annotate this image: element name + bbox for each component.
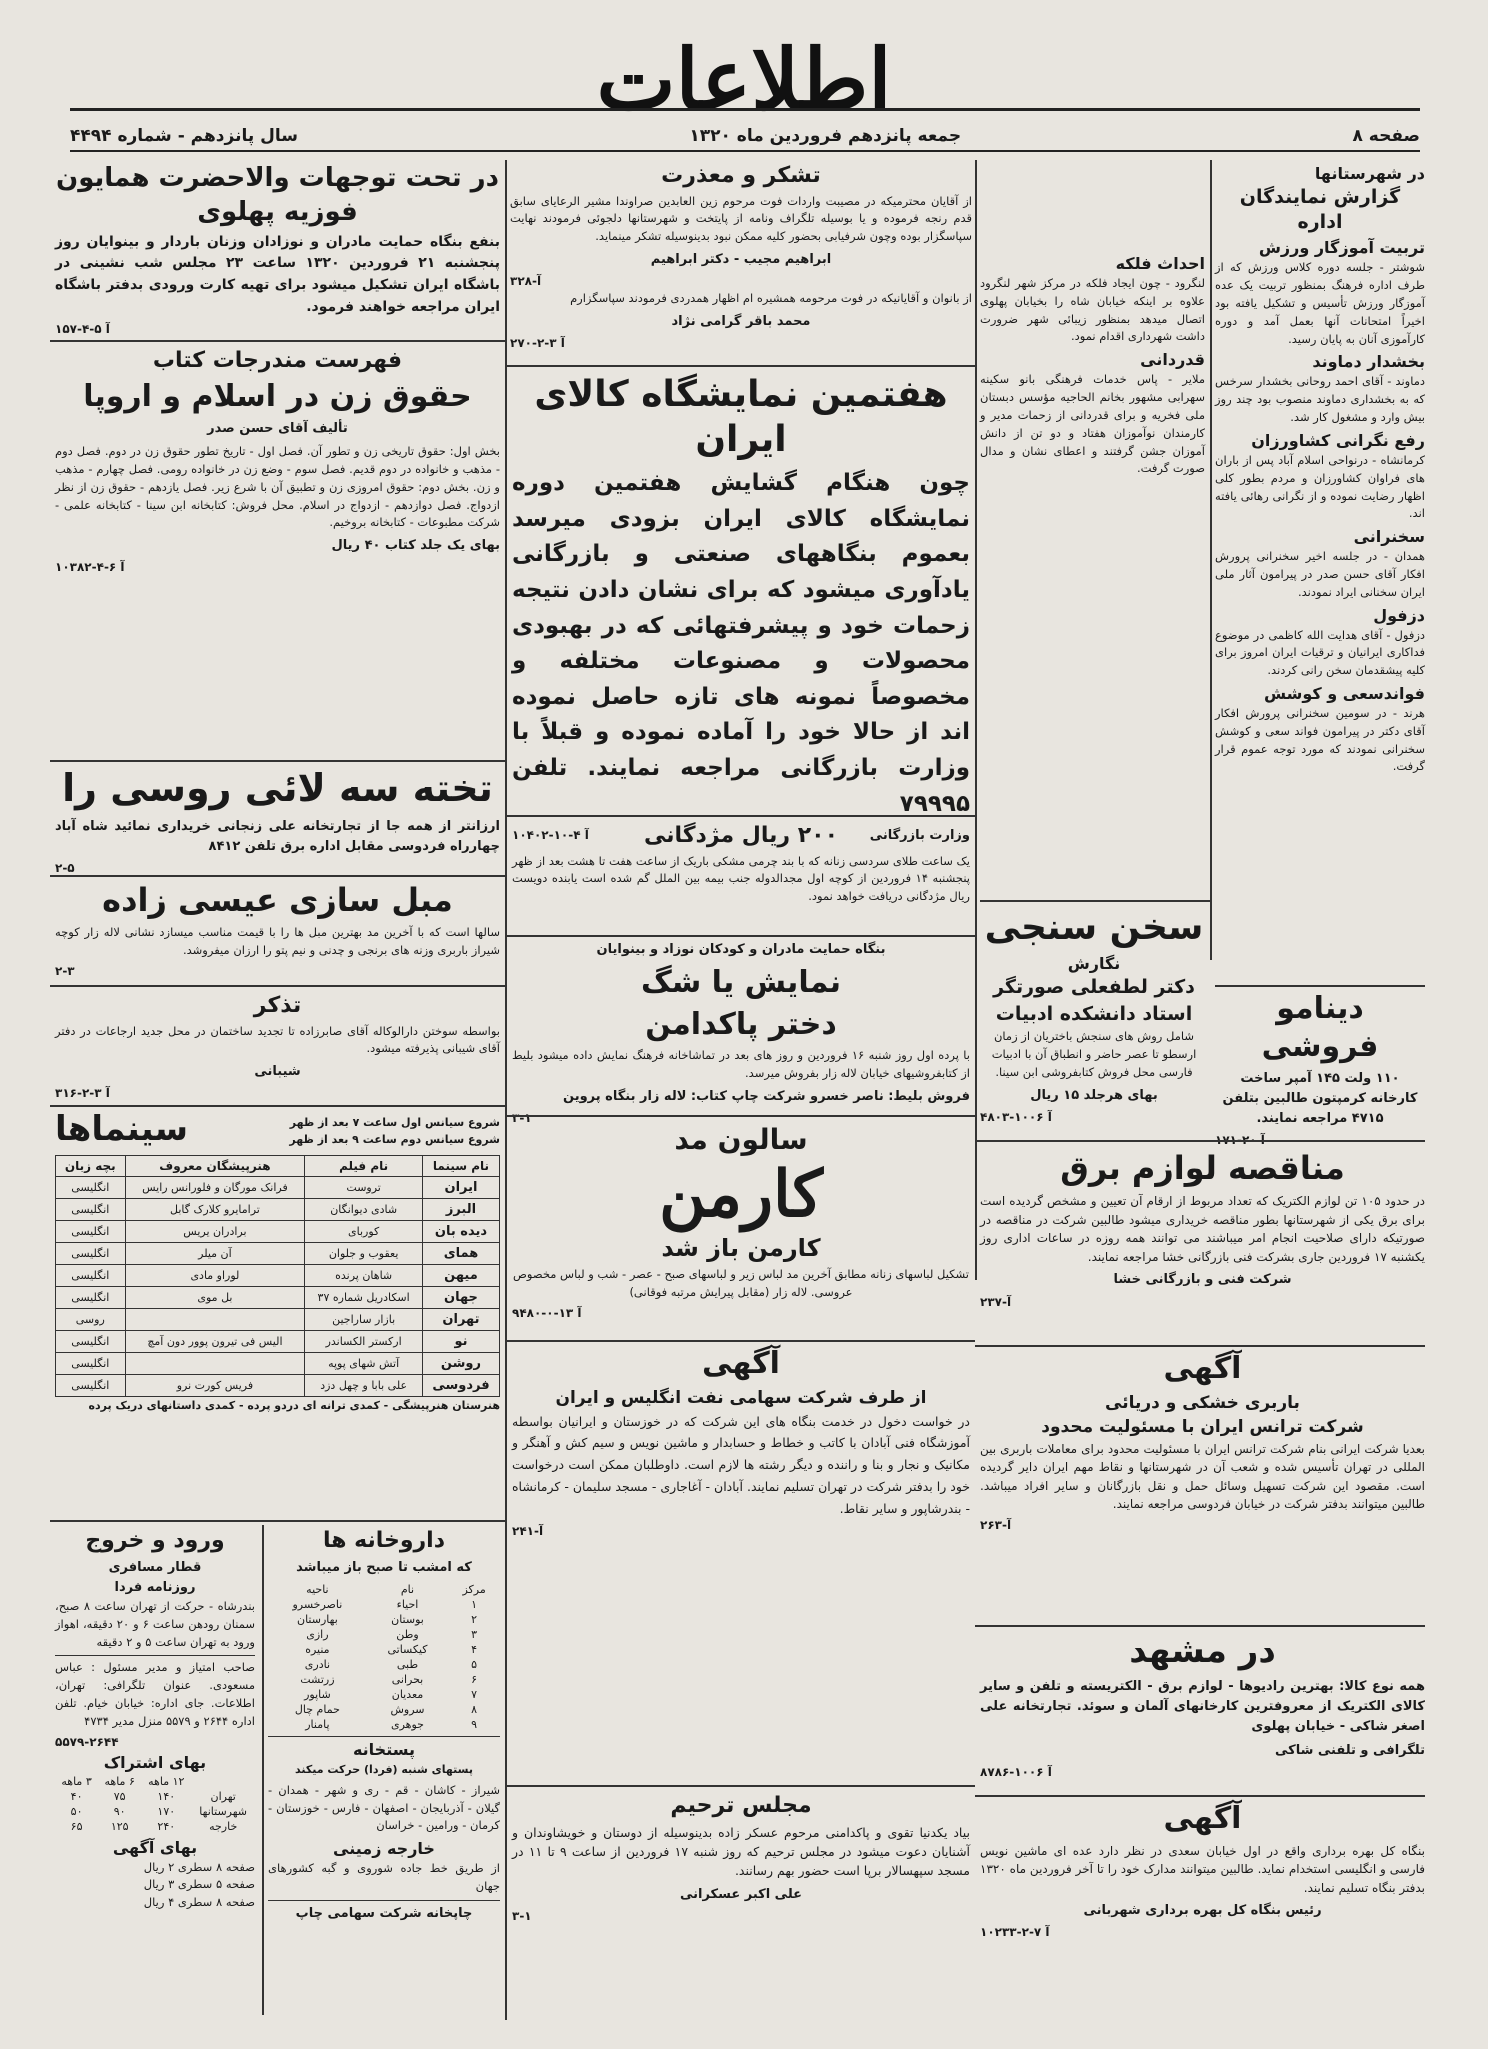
ad-body: در خواست دخول در خدمت بنگاه های این شرکت که در خوزستان و ایرانیان بواسطه آموزشگاه فنی آبادان با کاتب و خطاط و حسابدار و ماشین نویس و سیم کش و آهنگر و مکانیک و نجار و بنا و راننده و دیگر رشته ها لازم است. داوطلبان ممکن است درخواست خود را بدفتر شرکت در تهران تسلیم نمایند. آبادان - آغاجاری - مسجد سلیمان - کرمانشاه - بندرشاپور و سایر نقاط. [512,1413,970,1517]
cinema-note: هنرستان هنرپیشگی - کمدی ترانه ای دردو پرده - کمدی داستانهای دریک پرده [88,1398,500,1412]
notice-body: یک ساعت طلای سردسی زنانه که با بند چرمی مشکی باریک از ساعت هفت تا هشت بعد از ظهر پنجشنبه ۱۴ فروردین از کوچه اول مجدالدوله جنب بیمه بین الملل گم شده است یابنده دویست ریال مژدگانی دریافت خواهد نمود. [512,853,970,904]
item-head: احداث فلکه [1115,254,1205,273]
table-cell: ترامایرو کلارک گابل [125,1198,305,1220]
ad-body: ۱۱۰ ولت ۱۴۵ آمپر ساخت کارخانه کرمپتون طالبین بتلفن ۴۷۱۵ مراجعه نمایند. [1222,1071,1418,1127]
book-author: تألیف آقای حسن صدر [207,421,348,437]
ad-code: ۲۶۳-آ [980,1518,1012,1533]
ad-code: ۸۷۸۶-آ ۱۰۰۶ [980,1765,1052,1780]
table-cell: انگلیسی [56,1330,126,1352]
column-header: مرکز [462,1582,486,1596]
divider [505,1785,975,1787]
table-row [56,1374,500,1396]
table-cell: میهن [422,1264,499,1286]
travel-subtitle: قطار مسافری [108,1559,202,1575]
ad-price: بهای یک جلد کتاب ۴۰ ریال [331,538,500,554]
column-header: نام سینما [422,1155,499,1176]
ad-code: ۲-۵ [55,860,75,875]
item-head: فواندسعی و کوشش [1264,684,1425,703]
table-row [268,1687,500,1702]
table-cell: بل موی [125,1286,305,1308]
table-cell: علی بابا و چهل دزد [305,1374,423,1396]
item-head: دزفول [1373,605,1425,625]
table-cell: ۳ [471,1627,478,1641]
anglo-iranian-ad [512,1345,970,1765]
table-cell: دیده بان [422,1220,499,1242]
table-cell: همای [422,1242,499,1264]
item-body: همدان - در جلسه اخیر سخنرانی پرورش افکار آقای حسن صدر در پیرامون آثار ملی ایران سخنانی ایراد نمودند. [1215,549,1425,599]
ad-header: سالون مد [674,1123,808,1156]
ad-header: بنگاه حمایت مادران و کودکان نوزاد و بینوایان [596,942,886,957]
ad-signature: شرکت فنی و بازرگانی خشا [1113,1272,1292,1288]
pharmacy-table-body [268,1597,500,1732]
item-head: رفع نگرانی کشاورزان [1251,430,1425,450]
table-cell: رازی [306,1627,329,1641]
table-cell: انگلیسی [56,1374,126,1396]
ad-rate: صفحه ۸ سطری ۴ ریال [143,1895,255,1910]
ad-title: فهرست مندرجات کتاب [152,348,403,373]
table-cell [125,1352,305,1374]
divider [505,365,975,367]
ad-code: ۴۸۰۳-آ ۱۰۰۶ [980,1109,1052,1124]
table-header-row [55,1774,255,1789]
ad-code: ۲-۳ [55,963,75,978]
table-cell: سروش [390,1702,425,1716]
table-cell: یعقوب و جلوان [305,1242,423,1264]
ad-code: ۱۰۲۳۳-آ ۷-۲ [980,1925,1050,1940]
ad-title: کارمن [659,1157,823,1233]
reminder-notice [55,990,500,1100]
gala-notice [55,160,500,335]
table-cell: احیاء [396,1597,419,1611]
foreign-mail-title: خارجه زمینی [333,1839,435,1859]
table-cell: شهرستانها [199,1804,248,1818]
pharmacy-subtitle: که امشب تا صبح باز میباشد [296,1559,472,1575]
ad-rate: صفحه ۵ سطری ۳ ریال [143,1877,255,1892]
ad-body: در حدود ۱۰۵ تن لوازم الکتریک که تعداد مربوط از ارقام آن تعیین و مشخص گردیده است برای برق یکی از شهرستانها بطور مناقصه خریداری میشود طالبین شرکت در مناقصه در صورتیکه دارای صلاحیت انجام امر میباشند می توانند همه روزه در ساعات اداری روز یکشنبه ۱۷ فروردین جاری بشرکت فنی بازرگانی خشا مراجعه نمایند. [980,1194,1425,1264]
table-row [268,1612,500,1627]
divider [975,1795,1425,1797]
ad-body: با پرده اول روز شنبه ۱۶ فروردین و روز های بعد در تماشاخانه فرهنگ نمایش داده میشود بلیط از کتابفروشیهای خیابان لاله زار بفروش میرسد. [512,1048,970,1080]
table-cell: تروست [305,1176,423,1198]
ad-title: آگهی [702,1346,780,1381]
divider [980,900,1210,902]
column-header: ۳ ماهه [61,1774,92,1788]
ad-title: مبل سازی عیسی زاده [102,881,453,919]
table-cell: وطن [396,1627,419,1641]
column-header: نام [400,1582,415,1596]
ad-subtitle: دختر پاکدامن [645,1006,837,1042]
col-divider-inner [262,1525,264,2015]
province-item [1215,238,1425,348]
table-cell [125,1308,305,1330]
notice-title: در تحت توجهات والاحضرت همایون فوزیه پهلوی [56,163,499,227]
table-cell: طبی [396,1657,419,1671]
province-item [1215,431,1425,523]
ad-price: بهای هرجلد ۱۵ ریال [1030,1087,1158,1103]
table-cell: معدیان [391,1687,424,1701]
table-header-row [268,1582,500,1597]
column-header: ۶ ماهه [104,1774,135,1788]
section-title: گزارش نمایندگان اداره [1239,186,1401,233]
divider [50,760,505,762]
cinema-hour: شروع سیانس اول ساعت ۷ بعد از ظهر [289,1116,500,1130]
sokhan-sanji-ad [980,905,1208,1135]
table-cell: ۴۰ [70,1789,83,1803]
shipping-ad [980,1350,1425,1620]
table-cell: ۹۰ [113,1804,126,1818]
dateline-rule [70,150,1420,152]
ad-body: سالها است که با آخرین مد بهترین مبل ها را با قیمت مناسب میسازد نشانی لاله زار کوچه شیراز باربری وزنه های برنجی و چدنی و نیم پتو را ارزان میفروشد. [55,925,500,957]
table-cell: روشن [422,1352,499,1374]
masthead-rule [70,108,1420,111]
table-row [55,1804,255,1819]
ad-code: ۹۴۸۰-آ ۱۳-۰ [512,1305,582,1320]
table-cell: کوربای [305,1220,423,1242]
page-number: صفحه ۸ [1352,126,1420,146]
notice-body: بواسطه سوختن دارالوکاله آقای صابرزاده تا تجدید ساختمان در محل جدید ارجاعات در دفتر آقای شیبانی پذیرفته میشود. [55,1023,500,1056]
table-row [56,1264,500,1286]
book-ad [55,345,500,755]
table-cell: بازار ساراجین [305,1308,423,1330]
ad-title: سخن سنجی [984,907,1204,948]
item-body: دماوند - آقای احمد روحانی بخشدار سرخس که به بخشداری دماوند منصوب بود چند روز بیش وارد و مشغول کار شد. [1215,374,1425,425]
table-row [268,1627,500,1642]
table-cell: ۹ [471,1717,478,1731]
table-cell: کیکساتی [387,1642,428,1656]
table-cell: آن میلر [125,1242,305,1264]
masthead-title: اطلاعات [596,30,892,129]
notice-title: مجلس ترحیم [670,1793,812,1818]
column-header: نام فیلم [305,1155,423,1176]
ad-rate: صفحه ۸ سطری ۲ ریال [143,1859,255,1874]
table-row [56,1198,500,1220]
ad-company: شرکت ترانس ایران با مسئولیت محدود [1041,1416,1364,1437]
cinema-header [55,1108,500,1155]
cinema-title: سینماها [55,1109,189,1149]
notice-signature: علی اکبر عسکرانی [679,1886,803,1902]
province-item [1215,527,1425,601]
cinema-table-body [56,1176,500,1396]
table-cell: فرانک مورگان و فلورانس رایس [125,1176,305,1198]
dynamo-ad [1215,990,1425,1148]
table-cell: ۵ [471,1657,478,1671]
province-item [1215,352,1425,426]
notice-body: بیاد یکدنیا تقوی و پاکدامنی مرحوم عسکر زاده بدینوسیله از دوستان و خویشاوندان و آشنایان دعوت میشود در مجلس ترحیم که روز شنبه ۱۷ فروردین از ساعت ۹ تا ۱۱ در مسجد سپهسالار برپا است حضور بهم رسانند. [512,1824,971,1879]
ad-code: ۱۷۱-آ ۲۰ [1215,1133,1265,1148]
divider [50,1520,505,1522]
ad-title: دینامو فروشی [1261,991,1379,1064]
table-cell: خارجه [209,1819,238,1833]
table-cell: ارکستر الکساندر [305,1330,423,1352]
ad-title: آگهی [1163,1801,1242,1836]
table-cell: ۱ [471,1597,478,1611]
table-cell: انگلیسی [56,1220,126,1242]
book-title: حقوق زن در اسلام و اروپا [83,378,472,414]
publisher-info: صاحب امتیاز و مدیر مسئول : عباس مسعودی. عنوان تلگرافی: تهران، اطلاعات. جای اداره: خیابان خیام. تلفن اداره ۲۶۴۴ و ۵۵۷۹ منزل مدیر ۴۷۳۴ [55,1655,255,1730]
item-body: هرند - در سومین سخنرانی پرورش افکار آقای دکتر در پیرامون فواند سعی و کوشش سخنرانی نمودند که مورد توجه عموم قرار گرفت. [1215,706,1425,774]
table-cell: انگلیسی [56,1352,126,1374]
table-cell: ۸ [471,1702,478,1716]
ad-title: در مشهد [1129,1631,1276,1671]
ad-title: آگهی [1163,1351,1242,1386]
cinema-table [55,1155,500,1397]
table-header-row [56,1155,500,1176]
ad-code: ۱۰۳۸۲-آ ۶-۴ [55,560,125,575]
foreign-mail-body: از طریق خط جاده شوروی و گبه کشورهای جهان [268,1861,500,1894]
ad-code: ۳-۱ [512,1110,532,1125]
table-cell: ناصرخسرو [292,1597,343,1611]
issue-number: سال پانزدهم - شماره ۴۴۹۴ [70,126,298,146]
table-cell: ۷ [471,1687,478,1701]
item-body: دزفول - آقای هدایت الله کاظمی در موضوع فداکاری ایرانیان و ترقیات ایران امروز برای کلیه پیشقدمان سخن رانی کردند. [1215,627,1425,678]
notice-signature-2: محمد باقر گرامی نژاد [671,313,811,329]
column-header: بچه زبان [56,1155,126,1176]
section-label: در شهرستانها [1314,164,1425,183]
table-cell: ۲ [471,1612,478,1626]
ad-body: بعدیا شرکت ایرانی بنام شرکت ترانس ایران با مسئولیت محدود برای معاملات باربری بین المللی در تهران تأسیس شده و شعب آن در شهرستانها و نقاط مهم ایران دایر گردیده است. مقصود این شرکت تسهیل وسائل حمل و نقل بازرگانان و سایر افراد میباشد. طالبین میتوانند بدفتر شرکت در خیابان فردوسی مراجعه نمایند. [980,1441,1425,1512]
employment-ad [980,1800,1425,2020]
publisher-phone: ۵۵۷۹-۲۶۴۴ [55,1734,119,1749]
ad-body: بخش اول: حقوق تاریخی زن و تطور آن. فصل اول - تاریخ تطور حقوق زن در دوم. فصل دوم - مذهب و خانواده در دوم قدیم. فصل سوم - وضع زن در خانواده رومی. فصل چهارم - مذهب و زن. بخش دوم: حقوق امروزی زن و تطبیق آن با شرع زیر. فصل یازدهم - حقوق زن از نظر ازدواج. فصل دوازدهم - ازدواج در اسلام. محل فروش: کتابخانه ابن سینا - کتابخانه علمی - شرکت مطبوعات - کتابخانه بروخیم. [55,444,500,530]
travel-subtitle-2: روزنامه فردا [114,1579,196,1595]
provinces-section [1215,160,1425,980]
table-row [268,1717,500,1732]
column-header: هنرپیشگان معروف [125,1155,305,1176]
table-cell: اسکادریل شماره ۳۷ [305,1286,423,1308]
divider [505,935,975,937]
table-row [56,1308,500,1330]
notice-signature: ابراهیم مجیب - دکتر ابراهیم [650,252,832,268]
table-cell: بهارستان [297,1612,338,1626]
travel-body: بندرشاه - حرکت از تهران ساعت ۸ صبح، سمنان رودهن ساعت ۶ و ۲۰ دقیقه، اهواز ورود به تهران ساعت ۵ و ۲ دقیقه [55,1598,256,1649]
table-cell: شاهان پرنده [305,1264,423,1286]
table-row [268,1597,500,1612]
table-cell: حمام چال [294,1702,340,1716]
notice-signature: شیبانی [254,1064,301,1080]
table-cell: بحرانی [391,1672,424,1686]
notice-code: ۳۱۶-آ ۳-۲ [55,1086,110,1101]
ad-subtitle: نگارش [1067,954,1121,973]
divider [975,1345,1425,1347]
table-cell: ۶ [471,1672,478,1686]
mashhad-ad [980,1630,1425,1780]
notice-title: هفتمین نمایشگاه کالای ایران [534,374,948,460]
post-title: پستخانه [268,1736,500,1759]
table-cell: انگلیسی [56,1264,126,1286]
table-cell: ایران [422,1176,499,1198]
play-ad [512,940,970,1125]
subscription-table [55,1774,255,1834]
ad-title: نمایش یا شگ [641,965,841,1001]
notice-body: بنفع بنگاه حمایت مادران و نوزادان وزنان باردار و بینوایان روز پنجشنبه ۲۱ فروردین ۱۳۲۰ ساعت ۲۳ مجلس شب نشینی در باشگاه ایران تشکیل میشود برای تهیه کارت ورودی بدفتر باشگاه ایران مراجعه خواهند فرمود. [55,233,500,315]
table-cell: تهران [422,1308,499,1330]
cinema-hour: شروع سیانس دوم ساعت ۹ بعد از ظهر [289,1133,500,1147]
column-header [191,1774,255,1789]
post-body: شیراز - کاشان - قم - ری و شهر - همدان - گیلان - آذربایجان - اصفهان - فارس - خوزستان - کرمان - ورامین - خراسان [268,1782,500,1833]
ad-subtitle: کارمن باز شد [661,1233,821,1262]
table-cell: بوستان [391,1612,424,1626]
table-cell: زرتشت [300,1672,335,1686]
table-cell: شادی دیوانگان [305,1198,423,1220]
issue-date: جمعه پانزدهم فروردین ماه ۱۳۲۰ [689,126,962,146]
table-row [56,1242,500,1264]
carmen-ad [512,1120,970,1335]
notice-title: تشکر و معذرت [661,163,821,188]
ad-body: ارزانتر از همه جا از تجارتخانه علی زنجانی خریداری نمائید شاه آباد چهارراه فردوسی مقابل اداره برق تلفن ۸۴۱۲ [55,818,500,854]
plywood-ad [55,765,500,875]
divider [1215,985,1425,987]
table-row [55,1789,255,1804]
table-row [56,1352,500,1374]
table-row [56,1220,500,1242]
ad-code: ۲۴۱-آ [512,1523,544,1538]
ad-body: شامل روش های سنجش باختریان از زمان ارسطو تا عصر حاضر و انطباق آن با ادبیات فارسی محل فروش کتابفروشی ابن سینا. [991,1029,1197,1079]
ad-title: تخته سه لائی روسی را [62,766,493,810]
memorial-notice [512,1790,970,2000]
table-row [56,1286,500,1308]
table-cell: انگلیسی [56,1242,126,1264]
table-cell: ۶۵ [70,1819,83,1833]
cinema-listings [55,1108,500,1518]
furniture-ad [55,880,500,980]
notice-code: ۳۲۸-آ [510,274,542,289]
table-row [56,1176,500,1198]
table-cell: شاپور [304,1687,331,1701]
divider [975,1625,1425,1627]
ad-author-title: استاد دانشکده ادبیات [995,1002,1193,1025]
table-cell: پامنار [305,1717,330,1731]
table-row [56,1330,500,1352]
travel-title: ورود و خروج [85,1528,225,1553]
table-cell: ۱۷۰ [157,1804,176,1818]
table-cell: تهران [210,1789,236,1803]
item-head: تربیت آموزگار ورزش [1258,238,1425,258]
item-head: بخشدار دماوند [1312,352,1425,372]
pharmacy-table [268,1582,500,1732]
province-item [1215,606,1425,680]
notice-code: ۱۵۷-آ ۵-۴ [55,322,110,337]
ad-signature: رئیس بنگاه کل بهره برداری شهربانی [1083,1903,1322,1919]
column-header: ناحیه [306,1582,329,1596]
table-row [268,1702,500,1717]
table-cell: فریس کورت نرو [125,1374,305,1396]
provinces-section-2 [980,250,1205,890]
notice-body-2: از بانوان و آقایانیکه در فوت مرحومه همشیره ام اظهار همدردی فرمودند سپاسگزارم [570,291,972,306]
ad-body: بنگاه کل بهره برداری واقع در اول خیابان سعدی در نظر دارد عده ای ماشین نویس فارسی و انگلیسی استخدام نماید. طالبین میتوانند مدارک خود را تا آخر فروردین ماه ۱۳۲۰ بدفتر بنگاه تسلیم نمایند. [980,1843,1425,1895]
item-body: کرمانشاه - درنواحی اسلام آباد پس از باران های فراوان کشاورزان و مردم بطور کلی اظهار رضایت نموده و از نگرانی رهائی یافته اند. [1215,452,1425,521]
ad-body: تشکیل لباسهای زنانه مطابق آخرین مد لباس زیر و لباسهای صبح - عصر - شب و لباس مخصوص عروسی. لاله زار (مقابل پیرایش مرتبه فوقانی) [513,1266,969,1299]
tender-ad [980,1148,1425,1338]
table-cell: ۱۲۵ [110,1819,129,1833]
ad-title: مناقصه لوازم برق [1060,1149,1345,1187]
divider [505,815,975,817]
province-item [1215,684,1425,776]
table-cell: برادران یریس [125,1220,305,1242]
printer-credit: چاپخانه شرکت سهامی چاپ [268,1900,500,1924]
notice-title: تذکر [253,993,302,1018]
divider [50,1105,505,1107]
notice-code: ۳-۱ [512,1908,532,1923]
notice-title: ۲۰۰ ریال مژدگانی [643,823,839,848]
table-cell: نادری [304,1657,330,1671]
ad-author: دکتر لطفعلی صورتگر [993,976,1195,998]
divider [975,1140,1425,1142]
table-cell: ۴ [471,1642,478,1656]
pharmacy-post-column [268,1525,500,2005]
table-cell: انگلیسی [56,1176,126,1198]
table-row [268,1672,500,1687]
thanks-notice [510,160,972,360]
table-cell: روسی [56,1308,126,1330]
table-cell: ۷۵ [113,1789,126,1803]
divider [505,1115,975,1117]
divider [50,340,505,342]
table-row [55,1819,255,1834]
info-column [55,1525,255,2005]
table-cell: البرز [422,1198,499,1220]
pharmacy-title: داروخانه ها [322,1528,446,1553]
table-cell: ۵۰ [70,1804,83,1818]
table-cell: جوهری [391,1717,424,1731]
table-row [268,1642,500,1657]
item-body: شوشتر - جلسه دوره کلاس ورزش که از طرف اداره فرهنگ بمنظور تربیت یک عده آموزگار ورزش تأسیس و تشکیل یافته بود اخیراً امتحانات آنها بعمل آمد و دوره کارآموزی آنان به پایان رسید. [1215,260,1425,346]
ad-body: همه نوع کالا: بهترین رادیوها - لوازم برق - الکتریسته و تلفن و سایر کالای الکتریک از معروفترین کارخانهای آلمان و سوئد. تجارتخانه علی اصغر شاکی - خیابان پهلوی [980,1678,1425,1734]
ad-code: ۲۳۷-آ [980,1294,1012,1309]
notice-signature: وزارت بازرگانی [869,828,970,844]
table-cell: انگلیسی [56,1286,126,1308]
table-cell: فردوسی [422,1374,499,1396]
table-cell: الیس فی تیرون پوور دون آمچ [125,1330,305,1352]
item-body: لنگرود - چون ایجاد فلکه در مرکز شهر لنگرود علاوه بر اینکه خیابان شاه را بخیابان پهلوی اتصال میدهد بمنظور زیبائی شهر ضرورت داشت شهرداری اقدام نمود. [980,276,1205,344]
cinema-hours [289,1114,500,1148]
column-header: ۱۲ ماهه [148,1774,185,1788]
table-cell: جهان [422,1286,499,1308]
ad-subtitle: از طرف شرکت سهامی نفت انگلیس و ایران [555,1387,927,1408]
post-subtitle: پستهای شنبه (فردا) حرکت میکند [295,1762,473,1776]
divider [505,1340,975,1342]
notice-body: چون هنگام گشایش هفتمین دوره نمایشگاه کالای ایران بزودی میرسد بعموم بنگاههای صنعتی و بازرگانی یادآوری میشود که برای نشان دادن نتیجه زحمات خود و پیشرفتهائی که در بهبودی محصولات و مصنوعات مختلفه و مخصوصاً نمونه های تازه حاصل نموده اند از حالا خود را آماده نموده و قبلاً با وزارت بازرگانی مراجعه نمایند. تلفن ۷۹۹۹۵ [512,470,970,817]
ad-signature: تلگرافی و تلفنی شاکی [1275,1742,1425,1758]
table-cell: آتش شهای پوپه [305,1352,423,1374]
notice-body: از آقایان محترمیکه در مصیبت واردات فوت مرحوم زین العابدین صراوندا مشیر الرعایای سابق قدم رنجه فرموده و یا بوسیله تلگراف ونامه از پایتخت و شهرستانها دلجوئی فرمودند نهایت سپاسگزار بوده وچون شرفیابی بحضور کلیه ممکن نبود بدینوسیله تشکر مینماید. [510,193,972,244]
item-head: سخنرانی [1353,527,1425,547]
table-cell: ۱۴۰ [157,1789,176,1803]
notice-code-2: ۲۷۰-آ ۳-۲ [510,336,565,351]
divider [50,985,505,987]
col-divider-3 [505,160,507,2020]
table-cell: لوراو مادی [125,1264,305,1286]
table-cell: نو [422,1330,499,1352]
divider [50,875,505,877]
subscription-title: بهای اشتراک [103,1752,207,1772]
notice-code: ۱۰۴۰۲-آ ۴-۱۰ [512,828,589,843]
table-cell: ۲۴۰ [157,1819,176,1833]
table-cell: انگلیسی [56,1198,126,1220]
reward-notice [512,820,970,930]
ad-signature: فروش بلیط: ناصر خسرو شرکت چاپ کتاب: لاله زار بنگاه پروین [563,1088,970,1104]
ad-subtitle: باربری خشکی و دریائی [1105,1392,1300,1413]
item-head: قدردانی [1140,350,1205,370]
dateline [70,126,1420,146]
item-body: ملایر - پاس خدمات فرهنگی بانو سکینه سهرابی مشهور بخانم الحاجیه مؤسس دبستان ملی فخریه و برای قدردانی از زحمات مدیر و کارمندان نوآموزان هفتاد و دو تن از دانش آموزان جشن گرفتند و اعطای نشان و مدال صورت گرفت. [980,372,1205,476]
col-divider-2 [975,160,977,1280]
table-row [268,1657,500,1672]
table-cell: منیره [305,1642,330,1656]
ad-rate-title: بهای آگهی [112,1837,198,1857]
col-divider-1 [1210,160,1212,960]
